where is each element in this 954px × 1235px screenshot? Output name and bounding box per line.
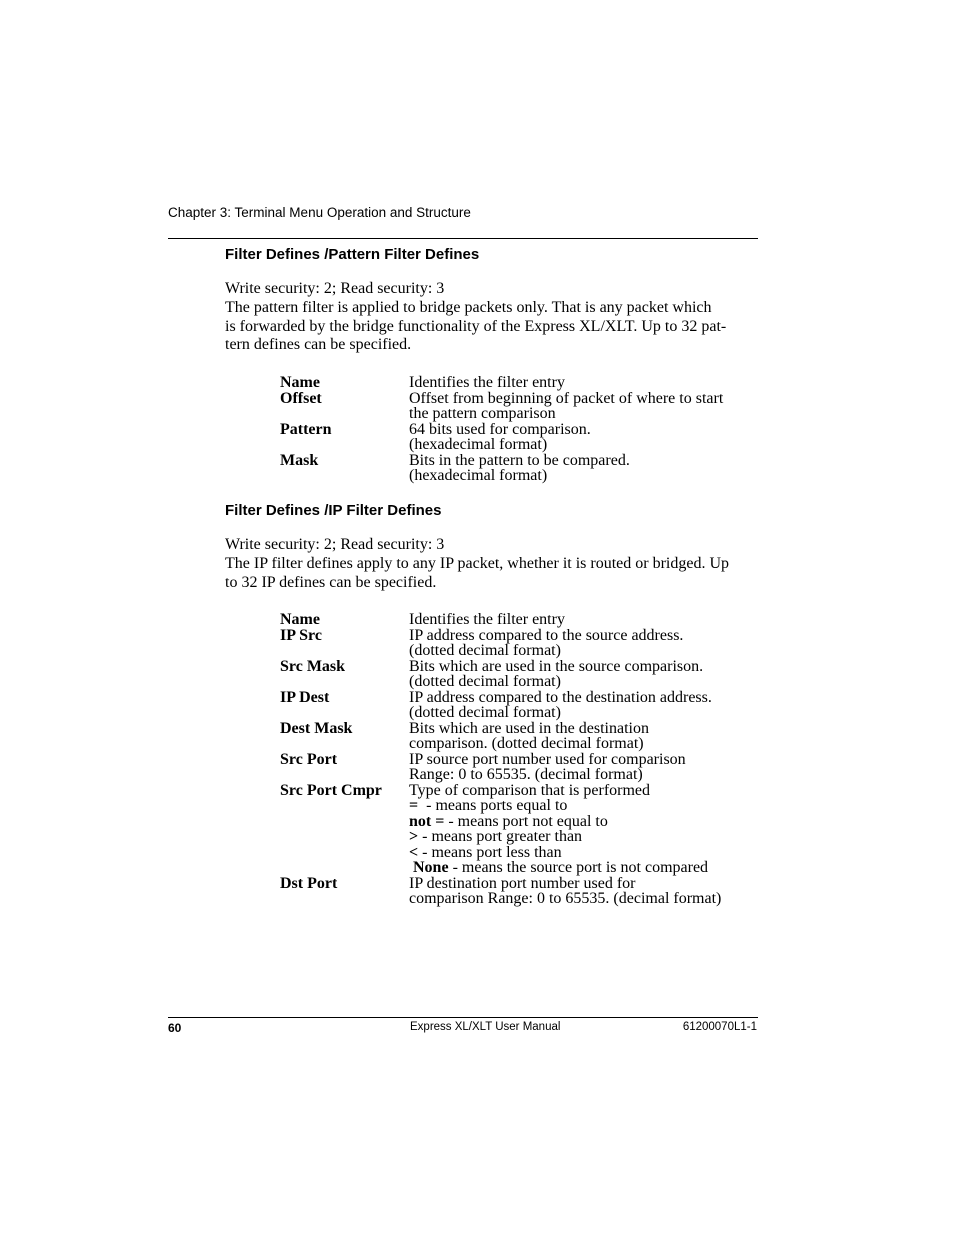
field-row-dst-port [280, 876, 760, 907]
pattern-security-text: Write security: 2; Read security: 3 [225, 280, 445, 297]
comparison-text: - means the source port is not compared [448, 859, 709, 876]
comparison-option [409, 798, 760, 814]
footer-rule [168, 1017, 758, 1018]
field-desc: (hexadecimal format) [409, 467, 548, 484]
field-term: Dst Port [280, 874, 338, 892]
pattern-description [225, 299, 760, 355]
field-row-name [280, 612, 760, 628]
header-rule [168, 238, 758, 239]
ip-field-list [280, 612, 760, 907]
field-desc: comparison Range: 0 to 65535. (decimal format) [409, 890, 722, 907]
comparison-symbol: > [409, 828, 419, 845]
field-desc: Bits which are used in the source comparison. [409, 657, 704, 675]
field-desc: Offset from beginning of packet of where to start [409, 389, 724, 407]
field-term: Name [280, 374, 320, 391]
description-line: is forwarded by the bridge functionality of the Express XL/XLT. Up to 32 pat- [225, 317, 727, 335]
description-line: to 32 IP defines can be specified. [225, 573, 437, 591]
field-desc: Type of comparison that is performed [409, 781, 651, 799]
description-line: The pattern filter is applied to bridge packets only. That is any packet which [225, 299, 712, 316]
pattern-field-list [280, 375, 760, 484]
footer-title: Express XL/XLT User Manual [410, 1021, 561, 1033]
comparison-option [409, 814, 760, 830]
field-desc: comparison. (dotted decimal format) [409, 735, 644, 752]
field-term: Pattern [280, 420, 332, 438]
ip-description [225, 555, 760, 592]
field-desc: (hexadecimal format) [409, 436, 548, 453]
field-row-dest-mask [280, 721, 760, 752]
field-desc: Bits in the pattern to be compared. [409, 451, 630, 469]
field-desc: Identifies the filter entry [409, 374, 565, 391]
footer-doc-number: 61200070L1-1 [682, 1021, 757, 1033]
field-desc: (dotted decimal format) [409, 642, 561, 659]
field-term: Offset [280, 389, 322, 407]
field-term: Dest Mask [280, 719, 353, 737]
field-term: Src Port [280, 750, 338, 768]
field-term: Src Port Cmpr [280, 781, 382, 799]
comparison-text: - means ports equal to [418, 797, 568, 814]
field-term: Mask [280, 451, 319, 469]
description-line: tern defines can be specified. [225, 336, 412, 353]
field-desc: IP destination port number used for [409, 874, 636, 892]
field-desc: 64 bits used for comparison. [409, 420, 591, 438]
comparison-option [409, 845, 760, 861]
chapter-header: Chapter 3: Terminal Menu Operation and Structure [168, 205, 471, 220]
field-row-src-mask [280, 659, 760, 690]
field-desc: the pattern comparison [409, 405, 556, 422]
section-heading-pattern: Filter Defines /Pattern Filter Defines [225, 246, 480, 263]
field-desc: Identifies the filter entry [409, 611, 565, 628]
field-desc: IP address compared to the source address. [409, 626, 684, 644]
field-desc: IP address compared to the destination address. [409, 688, 712, 706]
field-term: IP Src [280, 626, 322, 644]
comparison-option [409, 860, 760, 876]
field-desc: IP source port number used for comparison [409, 750, 686, 768]
comparison-text: - means port greater than [418, 828, 583, 845]
field-row-src-port-cmpr [280, 783, 760, 876]
field-desc: Bits which are used in the destination [409, 719, 649, 737]
field-term: IP Dest [280, 688, 330, 706]
field-row-offset [280, 391, 760, 422]
field-row-ip-dest [280, 690, 760, 721]
section-heading-ip: Filter Defines /IP Filter Defines [225, 502, 442, 519]
comparison-symbol: not = [409, 812, 445, 830]
comparison-symbol: < [409, 843, 419, 861]
comparison-option [409, 829, 760, 845]
field-row-mask [280, 453, 760, 484]
field-term: Name [280, 611, 320, 628]
field-row-src-port [280, 752, 760, 783]
field-desc: Range: 0 to 65535. (decimal format) [409, 766, 643, 783]
comparison-text: - means port less than [418, 843, 562, 861]
field-row-ip-src [280, 628, 760, 659]
field-row-pattern [280, 422, 760, 453]
field-term: Src Mask [280, 657, 346, 675]
ip-security-text: Write security: 2; Read security: 3 [225, 536, 445, 553]
comparison-symbol: = [409, 797, 419, 814]
page-number: 60 [168, 1021, 182, 1035]
comparison-symbol: None [413, 859, 449, 876]
comparison-text: - means port not equal to [444, 812, 608, 830]
description-line: The IP filter defines apply to any IP packet, whether it is routed or bridged. Up [225, 555, 730, 572]
field-desc: (dotted decimal format) [409, 673, 561, 690]
field-row-name [280, 375, 760, 391]
field-desc: (dotted decimal format) [409, 704, 561, 721]
